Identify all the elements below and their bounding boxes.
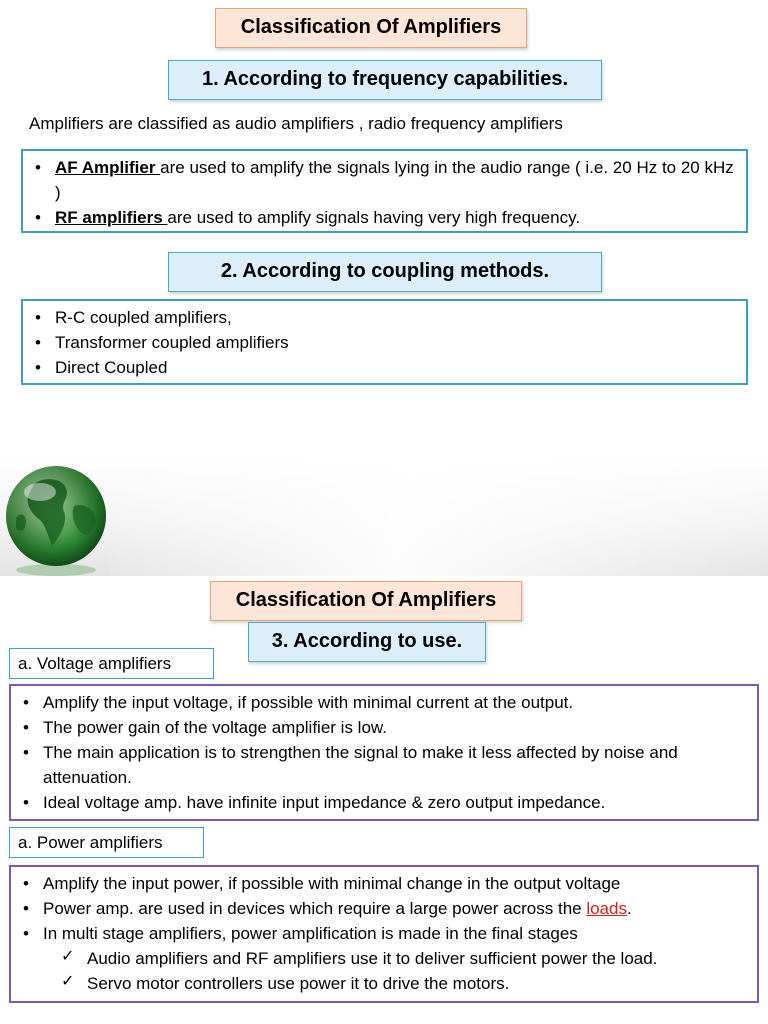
voltage-list-box xyxy=(9,684,759,821)
list-item: • In multi stage amplifiers, power amplification is made in the final stages xyxy=(19,921,747,946)
voltage-amplifiers-label: a. Voltage amplifiers xyxy=(9,648,214,679)
term-rf-amplifiers: RF amplifiers xyxy=(55,208,168,227)
slide-title: Classification Of Amplifiers xyxy=(210,581,522,621)
item-text: . xyxy=(626,899,632,918)
list-item: • Direct Coupled xyxy=(31,355,736,380)
frequency-list-box xyxy=(21,149,748,233)
slide-title: Classification Of Amplifiers xyxy=(215,8,527,48)
check-list-item: ✓ Audio amplifiers and RF amplifiers use it to deliver sufficient power the load. xyxy=(19,946,747,971)
list-item: • The power gain of the voltage amplifier is low. xyxy=(19,715,747,740)
loads-link[interactable]: loads xyxy=(586,899,627,918)
term-af-amplifier: AF Amplifier xyxy=(55,158,161,177)
heading-frequency: 1. According to frequency capabilities. xyxy=(168,60,602,100)
heading-use: 3. According to use. xyxy=(248,622,486,662)
list-item xyxy=(19,896,747,921)
list-item xyxy=(31,205,736,230)
heading-coupling: 2. According to coupling methods. xyxy=(168,252,602,292)
slide-2 xyxy=(0,576,768,1024)
list-item: • Amplify the input power, if possible with minimal change in the output voltage xyxy=(19,871,747,896)
item-text: are used to amplify the signals lying in the audio range ( i.e. 20 Hz to 20 kHz ) xyxy=(55,158,734,202)
power-amplifiers-label: a. Power amplifiers xyxy=(9,827,204,858)
item-text: Power amp. are used in devices which require a large power across the xyxy=(43,899,587,918)
item-text: are used to amplify signals having very high frequency. xyxy=(167,208,581,227)
list-item: • Transformer coupled amplifiers xyxy=(31,330,736,355)
check-list-item: ✓ Servo motor controllers use power it to drive the motors. xyxy=(19,971,747,996)
list-item xyxy=(31,155,736,205)
list-item: • R-C coupled amplifiers, xyxy=(31,305,736,330)
list-item: • Ideal voltage amp. have infinite input impedance & zero output impedance. xyxy=(19,790,747,815)
list-item: • The main application is to strengthen the signal to make it less affected by noise and attenuation. xyxy=(19,740,747,790)
decorative-light-streak xyxy=(110,455,768,576)
power-list-box xyxy=(9,865,759,1003)
coupling-list-box xyxy=(21,299,748,385)
intro-text: Amplifiers are classified as audio amplifiers , radio frequency amplifiers xyxy=(29,114,563,133)
globe-icon xyxy=(4,466,112,576)
list-item: • Amplify the input voltage, if possible with minimal current at the output. xyxy=(19,690,747,715)
